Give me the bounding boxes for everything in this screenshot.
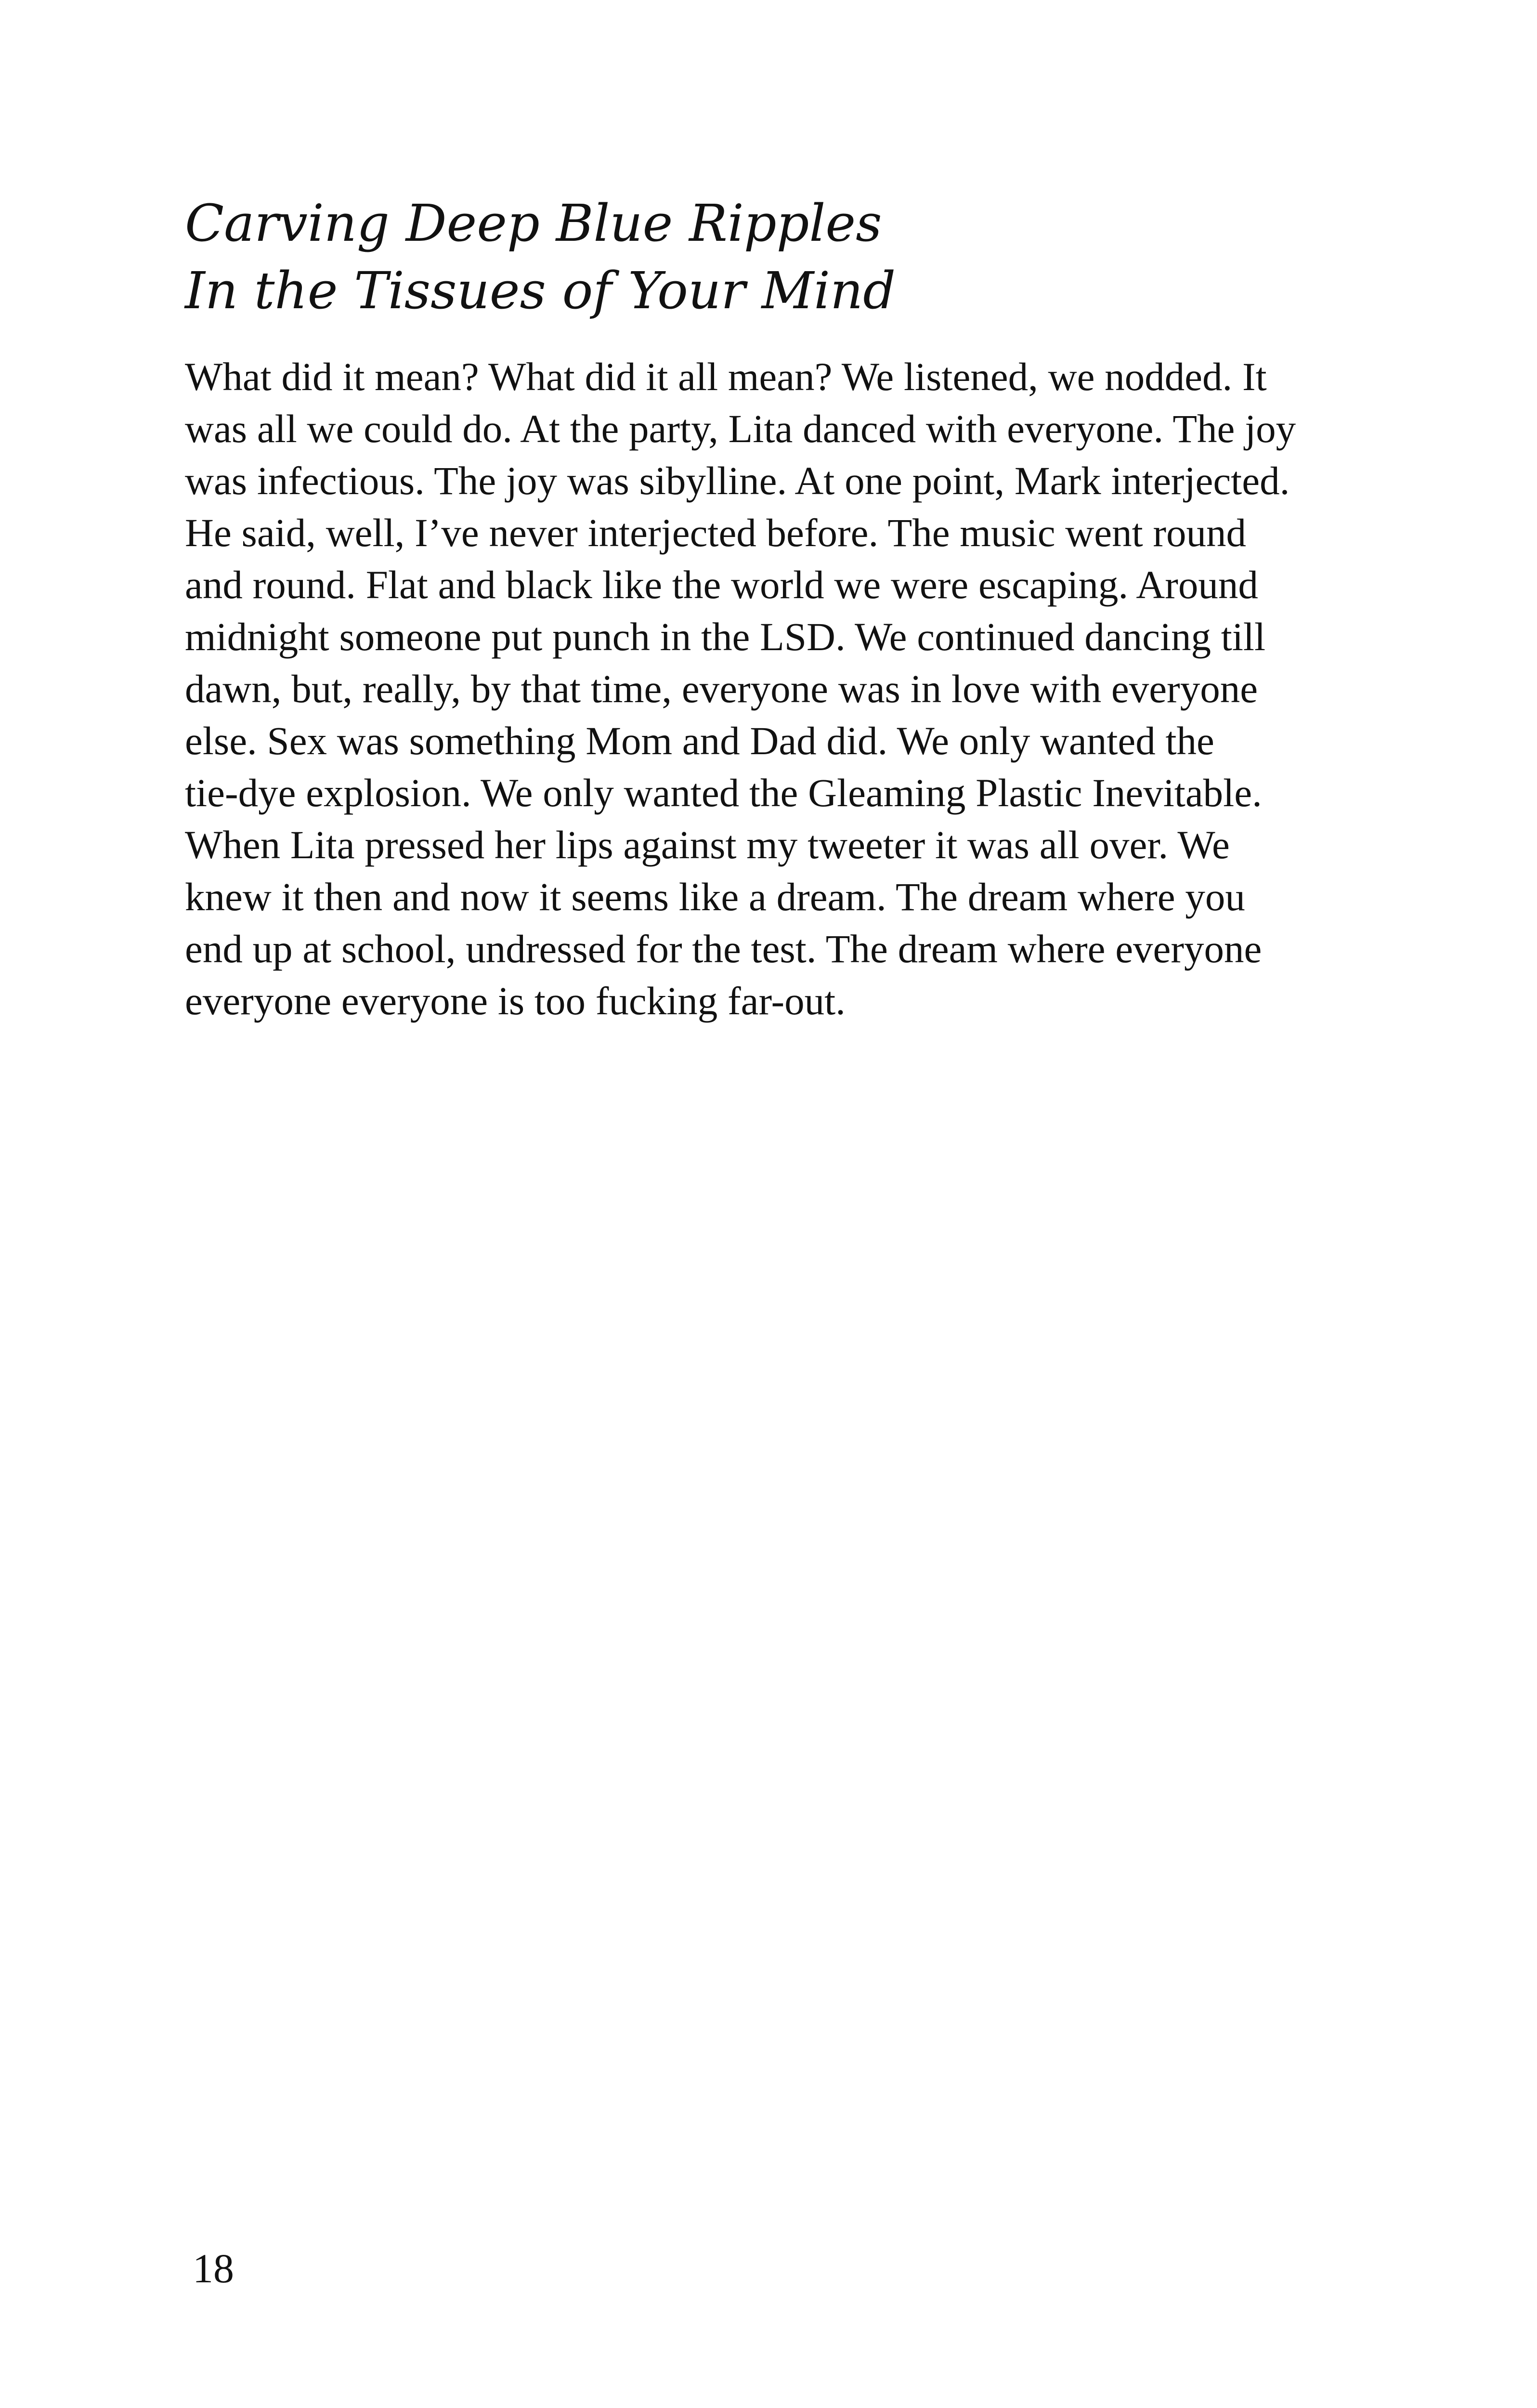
poem-body-line-7: dawn, but, really, by that time, everyone was in love with everyone: [185, 667, 1258, 711]
poem-body-line-3: was infectious. The joy was sibylline. At one point, Mark interjected.: [185, 458, 1290, 503]
poem-title: [185, 190, 1341, 325]
poem-body-line-11: knew it then and now it seems like a dream. The dream where you: [185, 875, 1245, 919]
poem-body-line-5: and round. Flat and black like the world we were escaping. Around: [185, 563, 1258, 607]
poem-body-line-13: everyone everyone is too fucking far-out.: [185, 979, 846, 1023]
poem-body-line-4: He said, well, I’ve never interjected before. The music went round: [185, 510, 1247, 555]
poem-body-line-8: else. Sex was something Mom and Dad did. We only wanted the: [185, 719, 1214, 763]
poem-body-line-1: What did it mean? What did it all mean? We listened, we nodded. It: [185, 354, 1267, 399]
poem-body-line-12: end up at school, undressed for the test. The dream where everyone: [185, 927, 1262, 971]
poem-body-line-6: midnight someone put punch in the LSD. We continued dancing till: [185, 615, 1265, 659]
page-number: 18: [193, 2245, 234, 2291]
poem-body-line-10: When Lita pressed her lips against my tweeter it was all over. We: [185, 823, 1230, 867]
poem-body-line-9: tie-dye explosion. We only wanted the Gleaming Plastic Inevitable.: [185, 771, 1262, 815]
poem-body-line-2: was all we could do. At the party, Lita danced with everyone. The joy: [185, 406, 1296, 451]
poem-body: [185, 351, 1350, 1027]
poem-title-line-1: Carving Deep Blue Ripples: [185, 194, 882, 253]
poem-title-line-2: In the Tissues of Your Mind: [185, 261, 896, 320]
